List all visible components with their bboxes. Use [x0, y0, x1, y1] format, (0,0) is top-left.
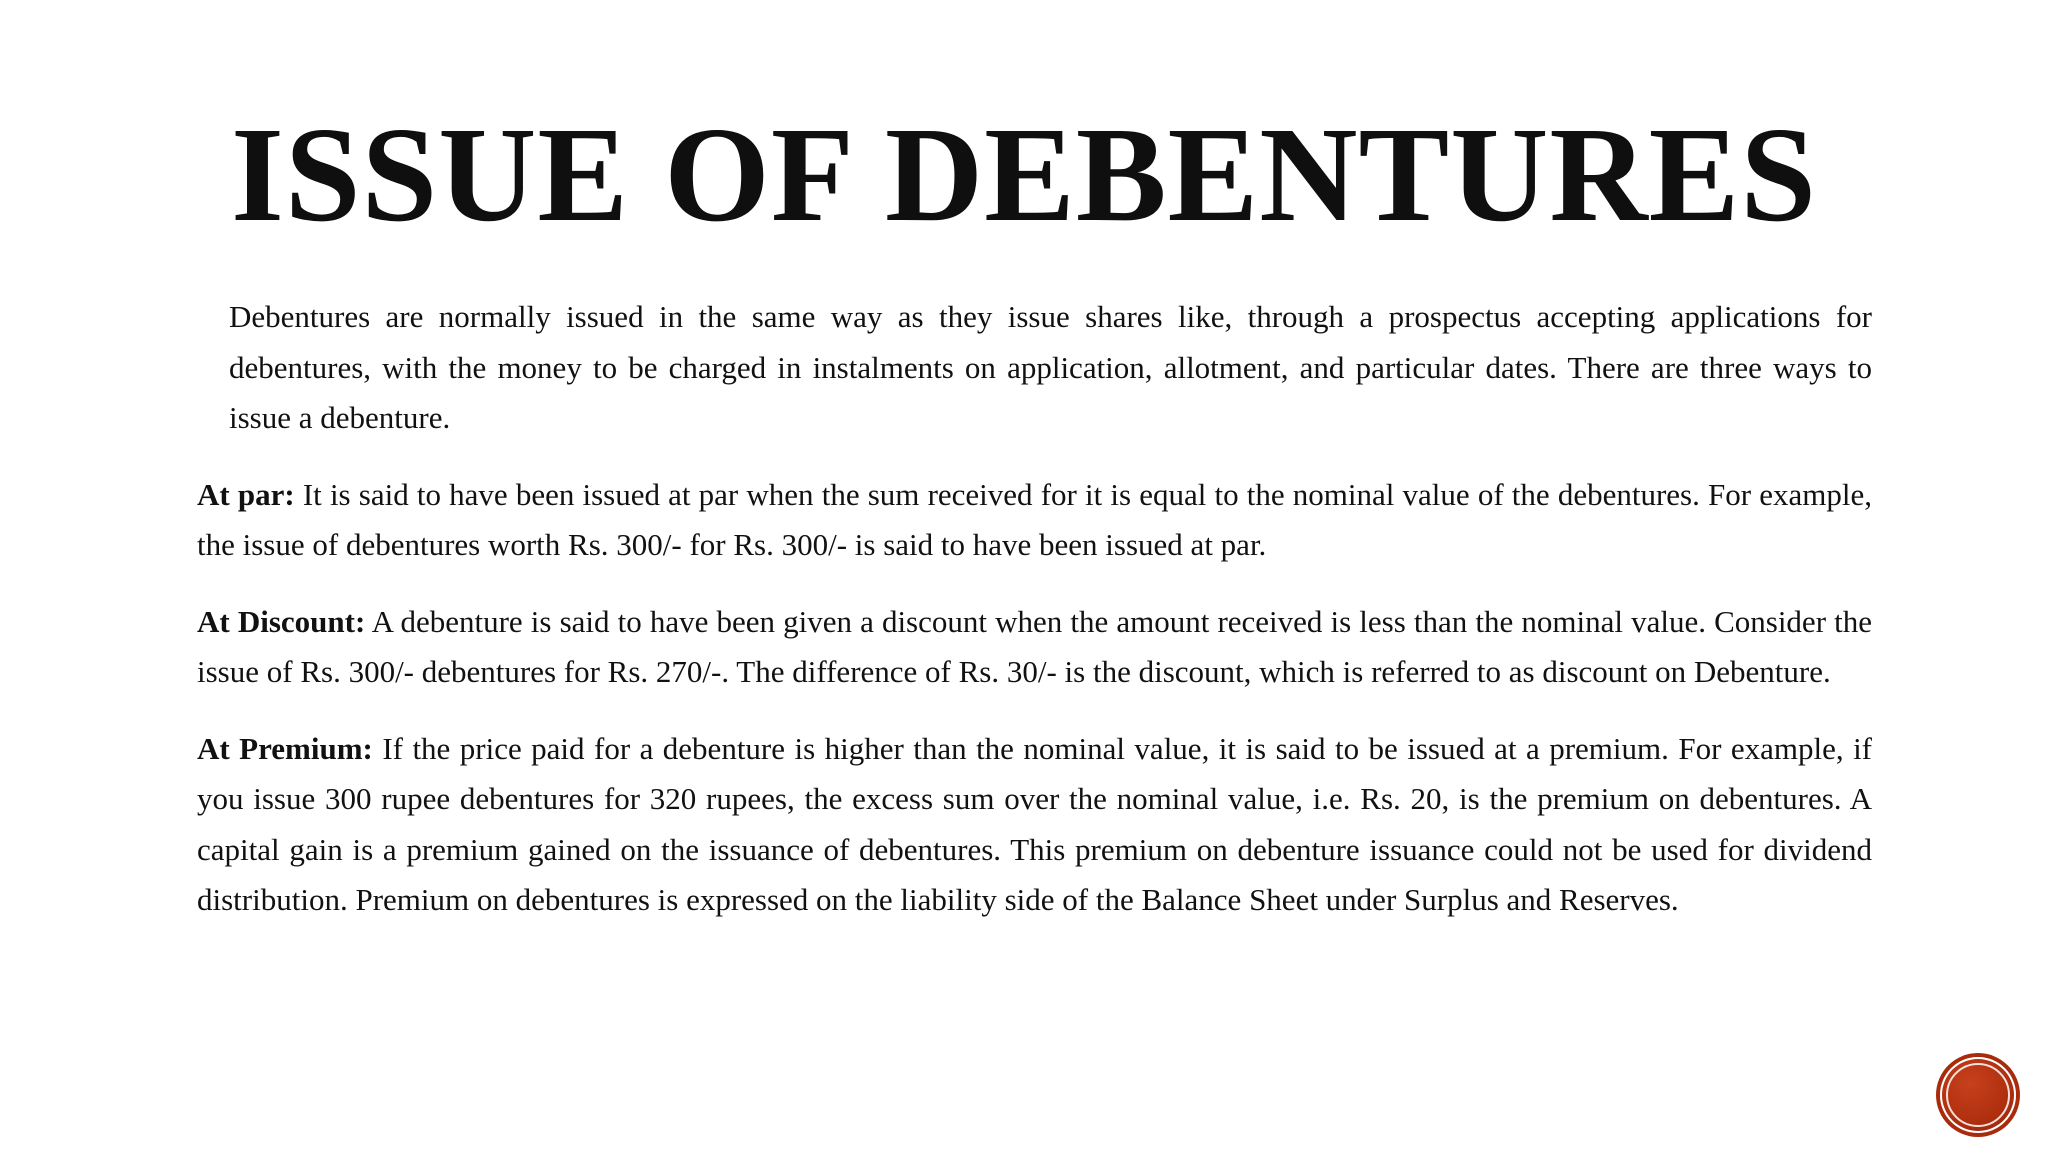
section-at-par — [197, 470, 1872, 571]
section-label-at-premium: At Premium: — [197, 730, 373, 766]
slide-title: ISSUE OF DEBENTURES — [231, 100, 1817, 250]
section-text-at-premium: If the price paid for a debenture is higher than the nominal value, it is said to be issued at a premium. For example, if you issue 300 rupee debentures for 320 rupees, the excess sum over the nominal value, i.e. Rs. 20, is the premium on debentures. A capital gain is a premium gained on the issuance of debentures. This premium on debenture issuance could not be used for dividend distribution. Premium on debentures is expressed on the liability side of the Balance Sheet under Surplus and Reserves. — [197, 730, 1872, 917]
section-label-at-discount: At Discount: — [197, 603, 366, 639]
section-text-at-discount: A debenture is said to have been given a discount when the amount received is less than the nominal value. Consider the issue of Rs. 300/- debentures for Rs. 270/-. The difference of Rs. 30/- is the discount, which is referred to as discount on Debenture. — [197, 603, 1872, 689]
circle-nav-icon — [1946, 1063, 2010, 1127]
section-text-at-par: It is said to have been issued at par when the sum received for it is equal to the nominal value of the debentures. For example, the issue of debentures worth Rs. 300/- for Rs. 300/- is said to have been issued at par. — [197, 476, 1872, 562]
slide-nav-button[interactable] — [1940, 1057, 2016, 1133]
intro-paragraph: Debentures are normally issued in the same way as they issue shares like, through a prospectus accepting applications for debentures, with the money to be charged in instalments on application, allotment, and particular dates. There are three ways to issue a debenture. — [229, 299, 1872, 435]
section-at-discount — [197, 597, 1872, 698]
slide-body — [197, 292, 1872, 952]
section-at-premium — [197, 724, 1872, 926]
section-label-at-par: At par: — [197, 476, 295, 512]
